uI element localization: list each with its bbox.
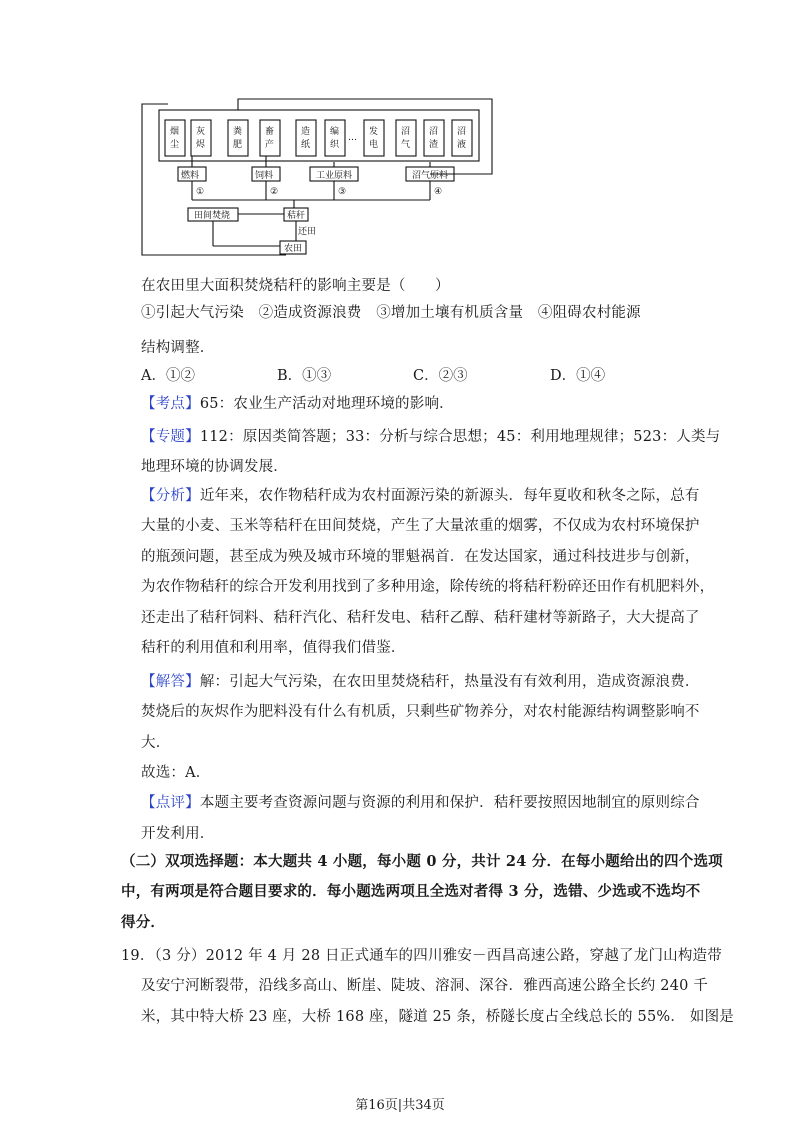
svg-text:渣: 渣 <box>429 140 439 150</box>
section-heading: （二）双项选择题：本大题共 4 小题，每小题 0 分，共计 24 分．在每小题给出的四个选项 <box>121 853 723 870</box>
fenxi-line-3: 的瓶颈问题，甚至成为殃及城市环境的罪魁祸首．在发达国家，通过科技进步与创新， <box>141 549 700 565</box>
jieda-line <box>141 672 700 692</box>
option-c: C．②③ <box>413 368 468 384</box>
page-footer: 第16页|共34页 <box>355 1098 445 1113</box>
jieda-tag: 【解答】 <box>141 674 200 690</box>
option-d: D．①④ <box>550 368 606 384</box>
fenxi-line <box>141 486 700 506</box>
section-heading-2: 中，有两项是符合题目要求的．每小题选两项且全选对者得 3 分，选错、少选或不选均不 <box>121 883 701 900</box>
box-weave <box>325 120 345 156</box>
label-biogas-material: 沼气原料 <box>412 171 449 181</box>
svg-text:畜: 畜 <box>265 127 275 137</box>
section-heading-3: 得分． <box>121 914 166 931</box>
box-paper <box>296 120 316 156</box>
option-a: A．①② <box>141 368 195 384</box>
box-liquid <box>452 120 472 156</box>
box-power <box>364 120 384 156</box>
svg-text:粪: 粪 <box>233 127 243 137</box>
jieda-text: 解：引起大气污染，在农田里焚烧秸秆，热量没有有效利用，造成资源浪费． <box>199 674 700 690</box>
svg-text:产: 产 <box>265 140 275 150</box>
svg-text:编: 编 <box>330 127 340 137</box>
svg-text:灰: 灰 <box>196 127 206 137</box>
jieda-line-3: 大． <box>141 735 171 751</box>
svg-text:沼: 沼 <box>401 127 411 137</box>
zhuanti-line <box>141 427 720 447</box>
svg-text:烟: 烟 <box>170 127 180 137</box>
label-return: 还田 <box>298 227 317 237</box>
dianping-line <box>141 793 700 813</box>
svg-text:气: 气 <box>401 140 411 150</box>
q19-line-3: 米，其中特大桥 23 座，大桥 168 座，隧道 25 条，桥隧长度占全线总长的 55%． 如图是 <box>141 1009 734 1025</box>
q19-line-2: 及安宁河断裂带，沿线多高山、断崖、陡坡、溶洞、深谷．雅西高速公路全长约 240 千 <box>141 978 709 994</box>
num-2: ② <box>270 187 279 197</box>
fenxi-line-2: 大量的小麦、玉米等秸秆在田间焚烧，产生了大量浓重的烟雾，不仅成为农村环境保护 <box>141 518 700 534</box>
svg-text:发: 发 <box>369 127 379 137</box>
label-fuel: 燃料 <box>181 171 200 181</box>
svg-text:纸: 纸 <box>301 140 311 150</box>
box-manure <box>228 120 248 156</box>
num-1: ① <box>196 187 205 197</box>
dianping-tag: 【点评】 <box>141 795 200 811</box>
box-ash <box>191 120 211 156</box>
zhuanti-text: 112：原因类简答题；33：分析与综合思想；45：利用地理规律；523：人类与 <box>199 429 721 445</box>
label-burn: 田间焚烧 <box>194 211 231 221</box>
box-livestock <box>260 120 280 156</box>
fenxi-line-6: 秸秆的利用值和利用率，值得我们借鉴． <box>141 640 406 656</box>
zhuanti-tag: 【专题】 <box>141 429 200 445</box>
svg-text:电: 电 <box>369 140 379 150</box>
kaodian-text: 65：农业生产活动对地理环境的影响． <box>199 396 454 412</box>
fenxi-line-4: 为农作物秸秆的综合开发利用找到了多种用途，除传统的将秸秆粉碎还田作有机肥料外， <box>141 579 715 595</box>
svg-text:造: 造 <box>301 127 311 137</box>
svg-text:肥: 肥 <box>233 140 243 150</box>
kaodian-tag: 【考点】 <box>141 396 200 412</box>
label-field: 农田 <box>284 244 303 254</box>
label-straw: 秸秆 <box>287 211 306 221</box>
label-industrial: 工业原料 <box>316 171 353 181</box>
dianping-text: 本题主要考查资源问题与资源的利用和保护．秸秆要按照因地制宜的原则综合 <box>199 795 700 811</box>
q19-line-1: 19．（3 分）2012 年 4 月 28 日正式通车的四川雅安－西昌高速公路，穿越了龙门山构造带 <box>121 948 722 964</box>
question-stem: 在农田里大面积焚烧秸秆的影响主要是（ ） <box>141 278 450 294</box>
dianping-line-2: 开发利用． <box>141 826 215 842</box>
answer-line: 故选：A． <box>141 765 211 781</box>
zhuanti-cont: 地理环境的协调发展． <box>141 459 288 475</box>
question-items-cont: 结构调整． <box>141 340 215 356</box>
svg-text:沼: 沼 <box>457 127 467 137</box>
straw-utilization-diagram <box>138 96 498 256</box>
kaodian-line <box>141 394 454 414</box>
num-3: ③ <box>338 187 347 197</box>
box-biogas <box>396 120 416 156</box>
svg-text:烬: 烬 <box>196 140 206 150</box>
svg-text:…: … <box>348 133 357 143</box>
jieda-line-2: 焚烧后的灰烬作为肥料没有什么有机质，只剩些矿物养分，对农村能源结构调整影响不 <box>141 704 700 720</box>
question-items: ①引起大气污染 ②造成资源浪费 ③增加土壤有机质含量 ④阻碍农村能源 <box>141 305 641 321</box>
box-smoke <box>165 120 185 156</box>
fenxi-text: 近年来，农作物秸秆成为农村面源污染的新源头．每年夏收和秋冬之际，总有 <box>199 488 700 504</box>
fenxi-tag: 【分析】 <box>141 488 200 504</box>
svg-text:沼: 沼 <box>429 127 439 137</box>
label-feed: 饲料 <box>255 171 274 181</box>
box-residue <box>424 120 444 156</box>
num-4: ④ <box>434 187 443 197</box>
svg-text:织: 织 <box>330 140 340 150</box>
option-b: B．①③ <box>277 368 332 384</box>
fenxi-line-5: 还走出了秸秆饲料、秸秆汽化、秸秆发电、秸秆乙醇、秸秆建材等新路子，大大提高了 <box>141 610 700 626</box>
svg-text:尘: 尘 <box>170 140 180 150</box>
svg-text:液: 液 <box>457 140 467 150</box>
